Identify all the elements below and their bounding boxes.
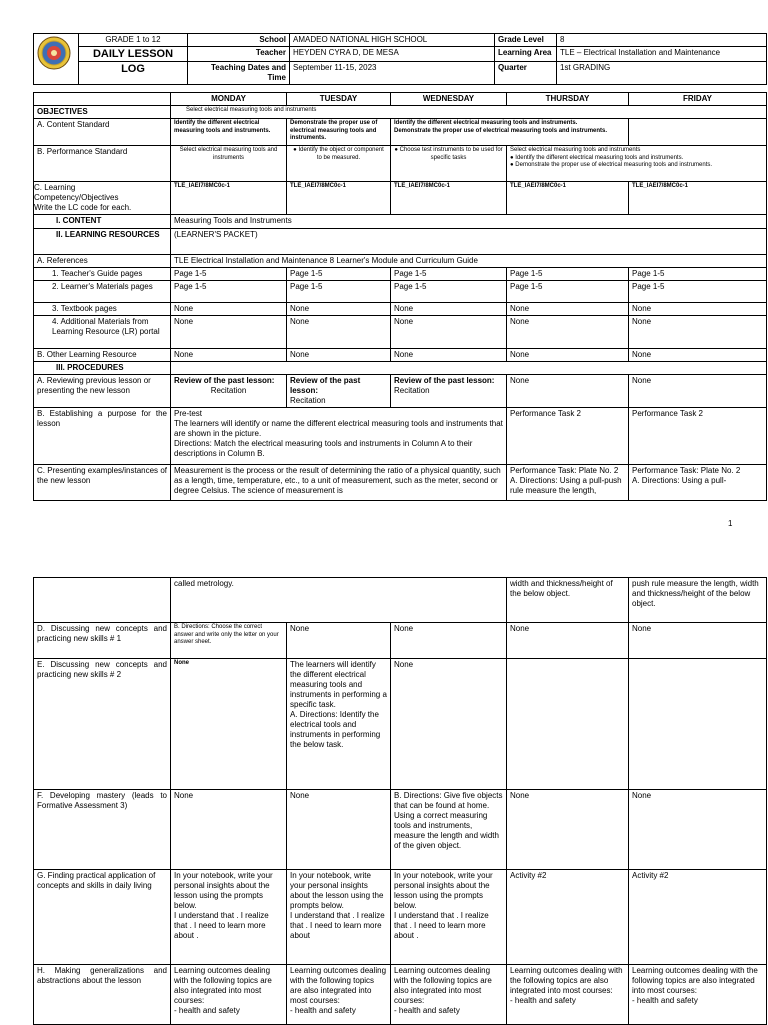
proc-f-tue: None (287, 790, 391, 870)
competency-code-tue: TLE_IAEI7/8MC0c-1 (287, 182, 391, 215)
performance-standard-mon: Select electrical measuring tools and instruments (171, 146, 287, 182)
learning-area-value: TLE – Electrical Installation and Maintenance (557, 47, 767, 62)
proc-h-fri: Learning outcomes dealing with the following topics are also integrated into most courses: - health and safety (629, 965, 767, 1025)
content-standard-tue: Demonstrate the proper use of electrical measuring tools and instruments. (287, 119, 391, 146)
textbook-label: 3. Textbook pages (34, 303, 171, 316)
competency-code-thu: TLE_IAEI7/8MC0c-1 (507, 182, 629, 215)
competency-code-fri: TLE_IAEI7/8MC0c-1 (629, 182, 767, 215)
proc-e-mon: None (171, 659, 287, 790)
proc-d-fri: None (629, 623, 767, 659)
logo-cell (34, 34, 79, 85)
day-thursday: THURSDAY (507, 93, 629, 106)
learning-area-label: Learning Area (495, 47, 557, 62)
tg-pages-tue: Page 1-5 (287, 268, 391, 281)
textbook-tue: None (287, 303, 391, 316)
proc-h-label: H. Making generalizations and abstractions about the lesson (34, 965, 171, 1025)
learning-resources-value: (LEARNER'S PACKET) (171, 229, 767, 255)
learners-materials-label: 2. Learner's Materials pages (34, 281, 171, 303)
objectives-note: Select electrical measuring tools and instruments (171, 106, 767, 119)
grade-range: GRADE 1 to 12 (79, 34, 188, 47)
teacher-label: Teacher (188, 47, 290, 62)
grade-level-label: Grade Level (495, 34, 557, 47)
quarter-label: Quarter (495, 62, 557, 85)
proc-c-label: C. Presenting examples/instances of the new lesson (34, 465, 171, 501)
tg-pages-wed: Page 1-5 (391, 268, 507, 281)
grade-level-value: 8 (557, 34, 767, 47)
lesson-log-table-continued (33, 577, 767, 1025)
other-thu: None (507, 349, 629, 362)
additional-mon: None (171, 316, 287, 349)
proc-a-wed: Review of the past lesson: Recitation (391, 375, 507, 408)
additional-materials-label: 4. Additional Materials from Learning Resource (LR) portal (34, 316, 171, 349)
competency-label: C. Learning Competency/Objectives Write the LC code for each. (34, 182, 171, 215)
proc-d-label: D. Discussing new concepts and practicing new skills # 1 (34, 623, 171, 659)
content-label: I. CONTENT (34, 215, 171, 229)
proc-c-thu-cont: width and thickness/height of the below object. (507, 578, 629, 623)
content-standard-mon: Identify the different electrical measuring tools and instruments. (171, 119, 287, 146)
dll-title-2: LOG (79, 62, 188, 85)
header-table (33, 33, 767, 85)
proc-f-label: F. Developing mastery (leads to Formative Assessment 3) (34, 790, 171, 870)
lm-pages-tue: Page 1-5 (287, 281, 391, 303)
proc-d-mon: B. Directions: Choose the correct answer and write only the letter on your answer sheet. (171, 623, 287, 659)
performance-standard-thu-fri: Select electrical measuring tools and instruments ● Identify the different electrical measuring tools and instruments. ● Demonstrate the proper use of electrical measuring tools and instruments. (507, 146, 767, 182)
references-label: A. References (34, 255, 171, 268)
proc-g-fri: Activity #2 (629, 870, 767, 965)
lm-pages-wed: Page 1-5 (391, 281, 507, 303)
proc-e-label: E. Discussing new concepts and practicing new skills # 2 (34, 659, 171, 790)
proc-f-wed: B. Directions: Give five objects that can be found at home. Using a correct measuring tools and instruments, measure the length and width of the given object. (391, 790, 507, 870)
school-label: School (188, 34, 290, 47)
proc-b-label: B. Establishing a purpose for the lesson (34, 408, 171, 465)
performance-standard-wed: ● Choose test instruments to be used for specific tasks (391, 146, 507, 182)
content-value: Measuring Tools and Instruments (171, 215, 767, 229)
day-wednesday: WEDNESDAY (391, 93, 507, 106)
textbook-mon: None (171, 303, 287, 316)
proc-c-fri: Performance Task: Plate No. 2 A. Directions: Using a pull- (629, 465, 767, 501)
other-mon: None (171, 349, 287, 362)
day-header-row (34, 93, 767, 106)
teachers-guide-label: 1. Teacher's Guide pages (34, 268, 171, 281)
proc-d-wed: None (391, 623, 507, 659)
day-monday: MONDAY (171, 93, 287, 106)
competency-code-mon: TLE_IAEI7/8MC0c-1 (171, 182, 287, 215)
other-fri: None (629, 349, 767, 362)
deped-seal-logo (37, 36, 71, 70)
textbook-thu: None (507, 303, 629, 316)
proc-b-mon-wed: Pre-test The learners will identify or name the different electrical measuring tools and instruments that are shown in the picture. Directions: Match the electrical measuring tools and instruments in Column A to their descriptions in Column B. (171, 408, 507, 465)
school-value: AMADEO NATIONAL HIGH SCHOOL (290, 34, 495, 47)
tg-pages-fri: Page 1-5 (629, 268, 767, 281)
teacher-value: HEYDEN CYRA D, DE MESA (290, 47, 495, 62)
proc-g-mon: In your notebook, write your personal insights about the lesson using the prompts below. I understand that . I realize that . I need to learn more about . (171, 870, 287, 965)
performance-standard-tue: ● Identify the object or component to be measured. (287, 146, 391, 182)
proc-h-tue: Learning outcomes dealing with the following topics are also integrated into most courses: - health and safety (287, 965, 391, 1025)
proc-a-label: A. Reviewing previous lesson or presenting the new lesson (34, 375, 171, 408)
dates-label: Teaching Dates and Time (188, 62, 290, 85)
day-tuesday: TUESDAY (287, 93, 391, 106)
lm-pages-mon: Page 1-5 (171, 281, 287, 303)
proc-h-wed: Learning outcomes dealing with the following topics are also integrated into most courses: - health and safety (391, 965, 507, 1025)
references-value: TLE Electrical Installation and Maintenance 8 Learner's Module and Curriculum Guide (171, 255, 767, 268)
page-number: 1 (728, 519, 733, 528)
quarter-value: 1st GRADING (557, 62, 767, 85)
procedures-label: III. PROCEDURES (34, 362, 171, 375)
proc-c-mon-wed-cont: called metrology. (171, 578, 507, 623)
proc-g-thu: Activity #2 (507, 870, 629, 965)
proc-e-tue: The learners will identify the different electrical measuring tools and instruments in performing a specific task. A. Directions: Identify the electrical tools and instruments in performing the below task. (287, 659, 391, 790)
proc-c-mon-wed: Measurement is the process or the result of determining the ratio of a physical quantity, such as a length, time, temperature, etc., to a unit of measurement, such as the meter, second or degree Celsius. The science of measurement is (171, 465, 507, 501)
additional-fri: None (629, 316, 767, 349)
proc-e-wed: None (391, 659, 507, 790)
textbook-fri: None (629, 303, 767, 316)
proc-b-thu: Performance Task 2 (507, 408, 629, 465)
performance-standard-label: B. Performance Standard (34, 146, 171, 182)
proc-g-label: G. Finding practical application of concepts and skills in daily living (34, 870, 171, 965)
additional-wed: None (391, 316, 507, 349)
proc-a-tue: Review of the past lesson: Recitation (287, 375, 391, 408)
proc-d-tue: None (287, 623, 391, 659)
proc-f-thu: None (507, 790, 629, 870)
proc-c-thu: Performance Task: Plate No. 2 A. Directions: Using a pull-push rule measure the length, (507, 465, 629, 501)
proc-g-tue: In your notebook, write your personal insights about the lesson using the prompts below. I understand that . I realize that . I need to learn more about (287, 870, 391, 965)
dates-value: September 11-15, 2023 (290, 62, 495, 85)
proc-f-fri: None (629, 790, 767, 870)
proc-b-fri: Performance Task 2 (629, 408, 767, 465)
other-resource-label: B. Other Learning Resource (34, 349, 171, 362)
additional-tue: None (287, 316, 391, 349)
dll-title-1: DAILY LESSON (79, 47, 188, 62)
proc-d-thu: None (507, 623, 629, 659)
proc-c-fri-cont: push rule measure the length, width and thickness/height of the below object. (629, 578, 767, 623)
proc-a-thu: None (507, 375, 629, 408)
other-wed: None (391, 349, 507, 362)
proc-f-mon: None (171, 790, 287, 870)
proc-a-mon: Review of the past lesson: Recitation (171, 375, 287, 408)
tg-pages-mon: Page 1-5 (171, 268, 287, 281)
lm-pages-thu: Page 1-5 (507, 281, 629, 303)
content-standard-wed-thu: Identify the different electrical measuring tools and instruments. Demonstrate the proper use of electrical measuring tools and instruments. (391, 119, 629, 146)
competency-code-wed: TLE_IAEI7/8MC0c-1 (391, 182, 507, 215)
lm-pages-fri: Page 1-5 (629, 281, 767, 303)
proc-h-mon: Learning outcomes dealing with the following topics are also integrated into most courses: - health and safety (171, 965, 287, 1025)
proc-h-thu: Learning outcomes dealing with the following topics are also integrated into most courses: - health and safety (507, 965, 629, 1025)
learning-resources-label: II. LEARNING RESOURCES (34, 229, 171, 255)
tg-pages-thu: Page 1-5 (507, 268, 629, 281)
proc-a-fri: None (629, 375, 767, 408)
lesson-log-table (33, 92, 767, 501)
objectives-label: OBJECTIVES (34, 106, 171, 119)
proc-g-wed: In your notebook, write your personal insights about the lesson using the prompts below. I understand that . I realize that . I need to learn more about . (391, 870, 507, 965)
additional-thu: None (507, 316, 629, 349)
textbook-wed: None (391, 303, 507, 316)
content-standard-label: A. Content Standard (34, 119, 171, 146)
other-tue: None (287, 349, 391, 362)
day-friday: FRIDAY (629, 93, 767, 106)
